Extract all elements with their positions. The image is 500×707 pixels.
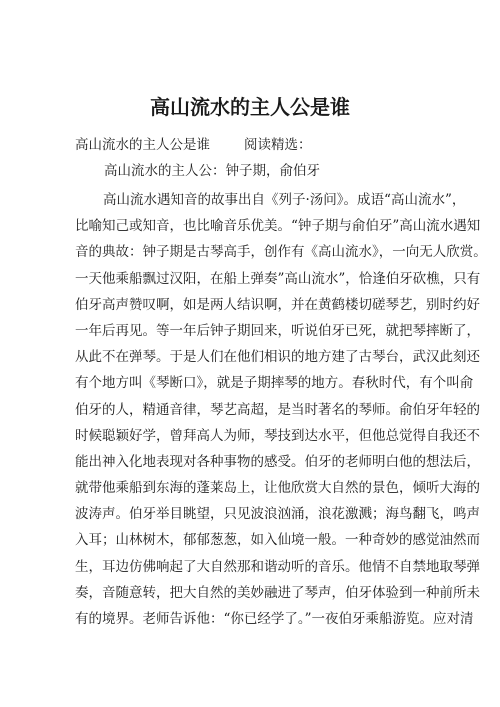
body-line: 就带他乘船到东海的蓬莱岛上，让他欣赏大自然的景色，倾听大海的 [75,480,480,497]
meta-section: 阅读精选： [244,137,312,153]
body-line: 有的境界。老师告诉他：“你已经学了。”一夜伯牙乘船游览。应对清 [75,611,474,627]
article-body [75,187,487,632]
page-title: 高山流水的主人公是谁 [150,95,350,119]
body-line: 伯牙高声赞叹啊，如是两人结识啊，并在黄鹤楼切磋琴艺，别时约好 [75,296,480,313]
subtitle: 高山流水的主人公：钟子期，俞伯牙 [104,163,320,179]
body-line: 生，耳边仿佛响起了大自然那和谐动听的音乐。他情不自禁地取琴弹 [75,558,480,575]
body-line: 入耳；山林树木，郁郁葱葱，如入仙境一般。一种奇妙的感觉油然而 [75,532,480,549]
body-line: 有个地方叫《琴断口》，就是子期摔琴的地方。春秋时代，有个叫俞 [75,375,474,392]
meta-source: 高山流水的主人公是谁 [75,137,210,153]
body-line: 伯牙的人，精通音律，琴艺高超，是当时著名的琴师。俞伯牙年轻的 [75,401,480,418]
body-line: 从此不在弹琴。于是人们在他们相识的地方建了古琴台，武汉此刻还 [75,349,480,366]
body-line: 波涛声。伯牙举目眺望，只见波浪汹涌，浪花激溅；海鸟翻飞，鸣声 [75,506,480,523]
body-line: 奏，音随意转，把大自然的美妙融进了琴声，伯牙体验到一种前所未 [75,584,480,601]
body-line: 一年后再见。等一年后钟子期回来，听说伯牙已死，就把琴摔断了， [75,322,480,339]
body-line: 能出神入化地表现对各种事物的感受。伯牙的老师明白他的想法后， [75,453,480,470]
body-line: 音的典故：钟子期是古琴高手，创作有《高山流水》，一向无人欣赏。 [75,244,487,261]
document-meta [75,132,312,158]
body-line: 比喻知己或知音，也比喻音乐优美。“钟子期与俞伯牙”高山流水遇知 [75,218,481,235]
body-line: 时候聪颖好学，曾拜高人为师，琴技到达水平，但他总觉得自我还不 [75,427,480,444]
body-line: 高山流水遇知音的故事出自《列子·汤问》。成语“高山流水”， [103,192,466,208]
body-line: 一天他乘船飘过汉阳，在船上弹奏”高山流水”，恰逢伯牙砍樵，只有 [75,270,481,287]
